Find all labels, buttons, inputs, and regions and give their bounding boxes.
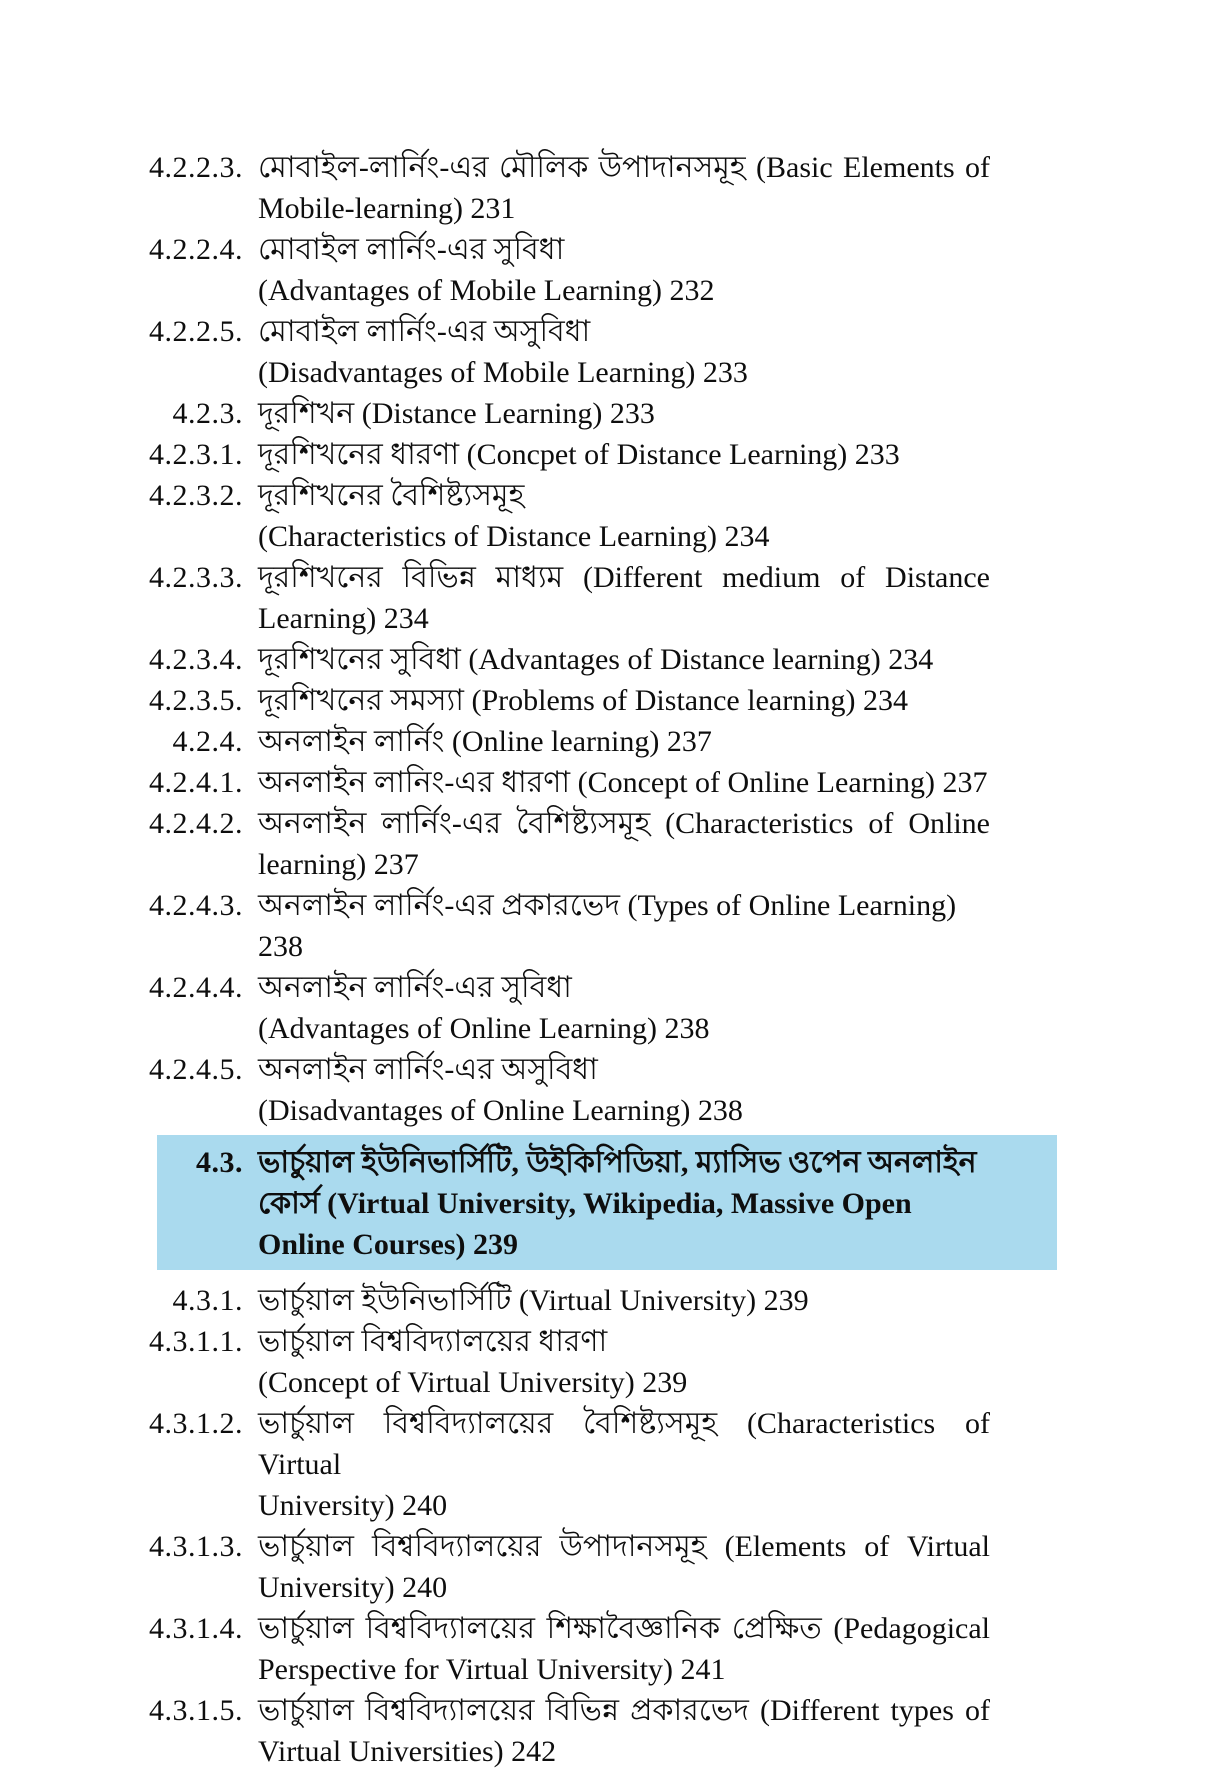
toc-entry [0, 1321, 1214, 1403]
toc-line: (Characteristics of Distance Learning) 234 [258, 520, 770, 553]
toc-entry-text [258, 147, 990, 229]
toc-line: দূরশিখনের ধারণা (Concpet of Distance Learning) 233 [258, 438, 900, 471]
toc-line: ভার্চুয়াল বিশ্ববিদ্যালয়ের ধারণা [258, 1325, 608, 1358]
toc-entry-number: 4.2.2.5. [149, 315, 243, 348]
toc-entry-text [258, 1049, 990, 1131]
toc-entry-number: 4.2.4.2. [149, 807, 243, 840]
toc-entry-highlighted [157, 1135, 1057, 1270]
toc-line: (Advantages of Online Learning) 238 [258, 1012, 710, 1045]
toc-line: অনলাইন লার্নিং (Online learning) 237 [258, 725, 712, 758]
toc-entry-number: 4.2.4.3. [149, 889, 243, 922]
toc-entry-text [258, 1280, 990, 1321]
toc-entry-number: 4.2.4.5. [149, 1053, 243, 1086]
toc-entry-text [258, 393, 990, 434]
toc-list [0, 147, 1214, 1772]
toc-entry-number: 4.2.2.3. [149, 151, 243, 184]
toc-entry-text [258, 885, 990, 967]
toc-entry-number: 4.2.3.4. [149, 643, 243, 676]
toc-entry [0, 1526, 1214, 1608]
toc-line: দূরশিখনের বৈশিষ্ট্যসমূহ [258, 479, 525, 512]
toc-entry-text [258, 721, 990, 762]
toc-line: দূরশিখনের সুবিধা (Advantages of Distance learning) 234 [258, 643, 934, 676]
toc-line: ভার্চুয়াল বিশ্ববিদ্যালয়ের উপাদানসমূহ (Elements of Virtual [258, 1530, 990, 1563]
toc-line: Online Courses) 239 [258, 1228, 519, 1261]
toc-entry-text [258, 1690, 990, 1772]
toc-line: Learning) 234 [258, 602, 429, 635]
toc-entry-text [258, 1608, 990, 1690]
toc-line: learning) 237 [258, 848, 419, 881]
toc-entry-text [258, 680, 990, 721]
toc-entry-number: 4.2.3.5. [149, 684, 243, 717]
toc-entry [0, 721, 1214, 762]
toc-entry-text [258, 639, 990, 680]
toc-entry [0, 762, 1214, 803]
toc-entry [0, 1403, 1214, 1526]
toc-entry [0, 475, 1214, 557]
toc-line: ভার্চুয়াল ইউনিভার্সিটি, উইকিপিডিয়া, ম্যাসিভ ওপেন অনলাইন [258, 1146, 977, 1179]
toc-line: University) 240 [258, 1571, 448, 1604]
toc-entry-number: 4.2.3.1. [149, 438, 243, 471]
toc-entry-number: 4.2.3.3. [149, 561, 243, 594]
toc-entry-text [258, 557, 990, 639]
toc-line: অনলাইন লানিং-এর ধারণা (Concept of Online Learning) 237 [258, 766, 988, 799]
toc-entry [0, 639, 1214, 680]
toc-line: অনলাইন লার্নিং-এর প্রকারভেদ (Types of Online Learning) 238 [258, 889, 957, 963]
toc-line: কোর্স (Virtual University, Wikipedia, Massive Open [258, 1187, 912, 1220]
toc-line: মোবাইল লার্নিং-এর অসুবিধা [258, 315, 591, 348]
toc-entry-number: 4.2.3.2. [149, 479, 243, 512]
toc-entry-text [258, 1403, 990, 1526]
toc-entry [0, 1608, 1214, 1690]
toc-line: মোবাইল-লার্নিং-এর মৌলিক উপাদানসমূহ (Basic Elements of [258, 151, 990, 184]
toc-line: দূরশিখনের বিভিন্ন মাধ্যম (Different medium of Distance [258, 561, 990, 594]
toc-line: (Concept of Virtual University) 239 [258, 1366, 688, 1399]
toc-entry [0, 967, 1214, 1049]
toc-entry-number: 4.2.4.1. [149, 766, 243, 799]
toc-entry-text [258, 1142, 1039, 1265]
toc-entry-number: 4.3. [196, 1146, 243, 1179]
toc-entry-text [258, 1321, 990, 1403]
toc-entry-number: 4.3.1.3. [149, 1530, 243, 1563]
toc-entry [0, 680, 1214, 721]
toc-line: দূরশিখনের সমস্যা (Problems of Distance learning) 234 [258, 684, 909, 717]
toc-line: Perspective for Virtual University) 241 [258, 1653, 726, 1686]
toc-line: দূরশিখন (Distance Learning) 233 [258, 397, 655, 430]
toc-entry [0, 434, 1214, 475]
toc-line: অনলাইন লার্নিং-এর বৈশিষ্ট্যসমূহ (Characteristics of Online [258, 807, 990, 840]
toc-line: ভার্চুয়াল বিশ্ববিদ্যালয়ের শিক্ষাবৈজ্ঞানিক প্রেক্ষিত (Pedagogical [258, 1612, 990, 1645]
toc-line: ভার্চুয়াল ইউনিভার্সিটি (Virtual University) 239 [258, 1284, 809, 1317]
toc-entry-number: 4.2.4.4. [149, 971, 243, 1004]
toc-entry [0, 311, 1214, 393]
toc-entry-number: 4.3.1.2. [149, 1407, 243, 1440]
toc-entry-text [258, 967, 990, 1049]
toc-entry-number: 4.2.2.4. [149, 233, 243, 266]
toc-entry [0, 393, 1214, 434]
toc-entry [0, 885, 1214, 967]
toc-line: (Disadvantages of Online Learning) 238 [258, 1094, 743, 1127]
toc-entry-text [258, 475, 990, 557]
toc-entry [0, 803, 1214, 885]
toc-entry-text [258, 1526, 990, 1608]
toc-line: (Disadvantages of Mobile Learning) 233 [258, 356, 748, 389]
toc-entry-number: 4.3.1.4. [149, 1612, 243, 1645]
toc-entry-text [258, 434, 990, 475]
toc-entry [0, 557, 1214, 639]
toc-line: অনলাইন লার্নিং-এর অসুবিধা [258, 1053, 598, 1086]
toc-line: (Advantages of Mobile Learning) 232 [258, 274, 715, 307]
toc-line: ভার্চুয়াল বিশ্ববিদ্যালয়ের বৈশিষ্ট্যসমূহ (Characteristics of Virtual [258, 1407, 990, 1481]
toc-entry [0, 229, 1214, 311]
toc-entry [0, 1690, 1214, 1772]
toc-entry-text [258, 311, 990, 393]
toc-entry [0, 1280, 1214, 1321]
toc-line: Virtual Universities) 242 [258, 1735, 557, 1768]
toc-line: ভার্চুয়াল বিশ্ববিদ্যালয়ের বিভিন্ন প্রকারভেদ (Different types of [258, 1694, 990, 1727]
toc-entry-number: 4.3.1.1. [149, 1325, 243, 1358]
toc-entry-text [258, 229, 990, 311]
toc-entry-number: 4.2.3. [172, 397, 243, 430]
toc-entry-number: 4.2.4. [172, 725, 243, 758]
toc-entry [0, 1049, 1214, 1131]
toc-entry-number: 4.3.1. [172, 1284, 243, 1317]
toc-entry-text [258, 762, 990, 803]
toc-entry [0, 147, 1214, 229]
toc-entry-text [258, 803, 990, 885]
toc-line: মোবাইল লার্নিং-এর সুবিধা [258, 233, 565, 266]
toc-line: অনলাইন লার্নিং-এর সুবিধা [258, 971, 572, 1004]
toc-entry-number: 4.3.1.5. [149, 1694, 243, 1727]
toc-line: University) 240 [258, 1489, 448, 1522]
toc-line: Mobile-learning) 231 [258, 192, 516, 225]
